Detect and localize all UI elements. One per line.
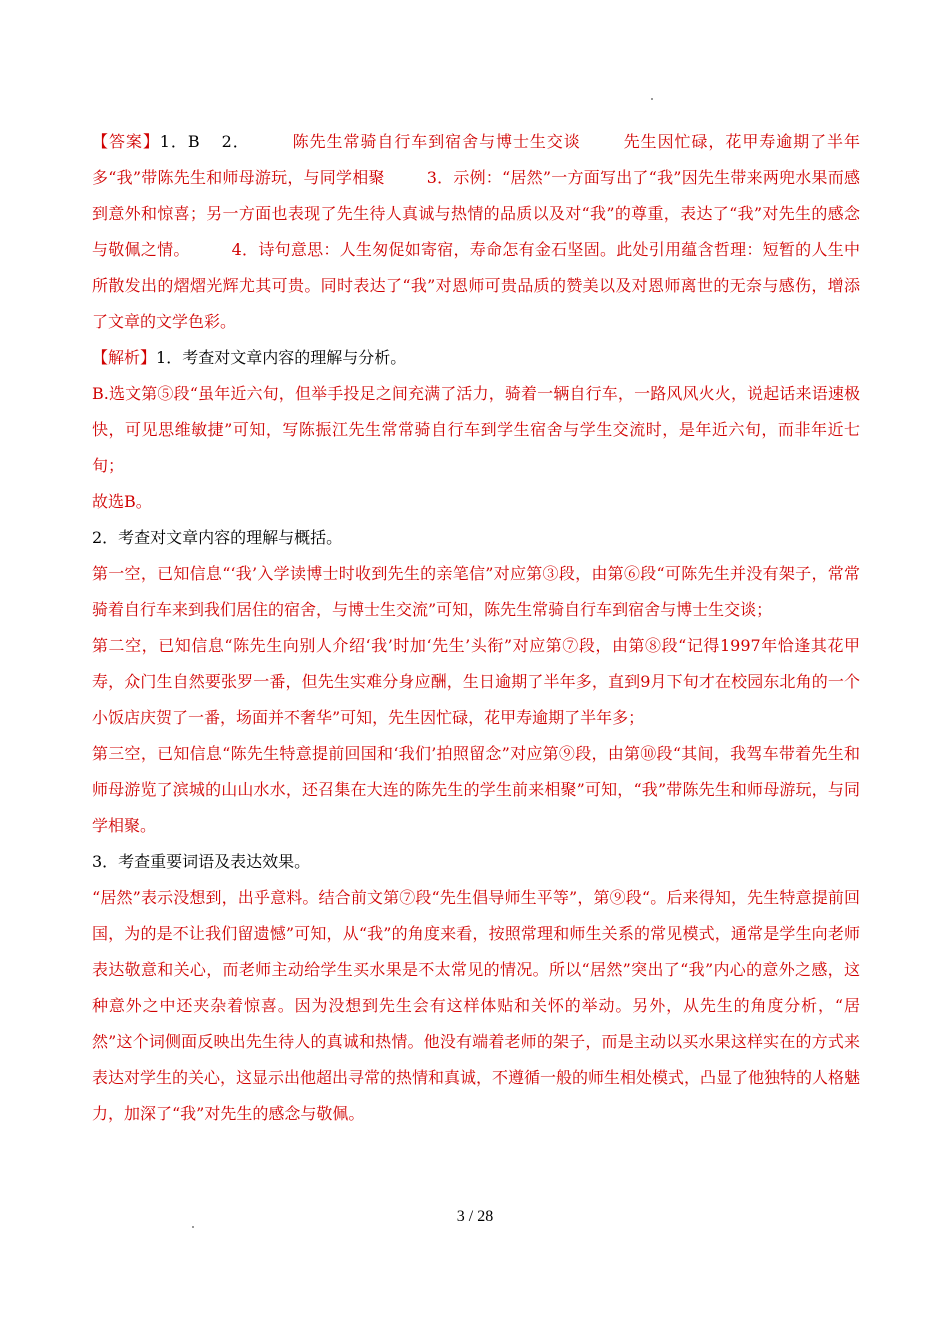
analysis-q1-head: 1．考查对文章内容的理解与分析。 [156, 348, 407, 367]
analysis-q2-head: 2．考查对文章内容的理解与概括。 [92, 528, 343, 547]
answer-q3: 3．示例：“居然”一方面写出了“我”因先生带来两兜水果而感到意外和惊喜；另一方面也表现了先生待人真诚与热情的品质以及对“我”的尊重，表达了“我”对先生的感念与敬佩之情。 [92, 168, 860, 259]
answer-q2-blank3: “我”带陈先生和师母游玩，与同学相聚 [108, 168, 385, 187]
analysis-q2-third-blank: 第三空，已知信息“陈先生特意提前回国和‘我们’拍照留念”对应第⑨段，由第⑩段“其间，我驾车带着先生和师母游览了滨城的山山水水，还召集在大连的陈先生的学生前来相聚”可知，“我”带陈先生和师母游玩，与同学相聚。 [92, 744, 860, 835]
scan-speck [651, 98, 653, 100]
answer-q2-blank1: 陈先生常骑自行车到宿舍与博士生交谈 [291, 132, 581, 151]
analysis-q2-first-blank: 第一空，已知信息“‘我’入学读博士时收到先生的亲笔信”对应第③段，由第⑥段“可陈先生并没有架子，常常骑着自行车来到我们居住的宿舍，与博士生交流”可知，陈先生常骑自行车到宿舍与博士生交谈； [92, 564, 860, 619]
analysis-q1-conclusion: 故选B。 [92, 492, 152, 511]
scan-speck [192, 1226, 194, 1228]
analysis-q3-head: 3．考查重要词语及表达效果。 [92, 852, 311, 871]
page-number: 3 / 28 [456, 1208, 494, 1225]
analysis-q1-heading [92, 340, 860, 376]
answer-q1: 1．B [159, 132, 200, 151]
analysis-q2-second-blank: 第二空，已知信息“陈先生向别人介绍‘我’时加‘先生’头衔”对应第⑦段，由第⑧段“记得1997年恰逢其花甲寿，众门生自然要张罗一番，但先生实难分身应酬，生日逾期了半年多，直到9月下旬才在校园东北角的一个小饭店庆贺了一番，场面并不奢华”可知，先生因忙碌，花甲寿逾期了半年多； [92, 636, 860, 727]
answer-q4: 4．诗句意思：人生匆促如寄宿，寿命怎有金石坚固。此处引用蕴含哲理：短暂的人生中所散发出的熠熠光辉尤其可贵。同时表达了“我”对恩师可贵品质的赞美以及对恩师离世的无奈与感伤，增添了文章的文学色彩。 [92, 240, 860, 331]
answer-q2-blank2: 先生因忙碌，花甲寿逾期了半年多 [92, 132, 860, 187]
analysis-q1-body: B.选文第⑤段“虽年近六旬，但举手投足之间充满了活力，骑着一辆自行车，一路风风火火，说起话来语速极快，可见思维敏捷”可知，写陈振江先生常常骑自行车到学生宿舍与学生交流时，是年近六旬，而非年近七旬； [92, 384, 860, 475]
answer-q2-number: 2． [221, 132, 250, 151]
answer-paragraph [92, 124, 860, 340]
analysis-q3-body: “居然”表示没想到，出乎意料。结合前文第⑦段“先生倡导师生平等”，第⑨段“。后来得知，先生特意提前回国，为的是不让我们留遗憾”可知，从“我”的角度来看，按照常理和师生关系的常见模式，通常是学生向老师表达敬意和关心，而老师主动给学生买水果是不太常见的情况。所以“居然”突出了“我”内心的意外之感，这种意外之中还夹杂着惊喜。因为没想到先生会有这样体贴和关怀的举动。另外，从先生的角度分析，“居然”这个词侧面反映出先生待人的真诚和热情。他没有端着老师的架子，而是主动以买水果这样实在的方式来表达对学生的关心，这显示出他超出寻常的热情和真诚，不遵循一般的师生相处模式，凸显了他独特的人格魅力，加深了“我”对先生的感念与敬佩。 [92, 888, 861, 1123]
answer-label: 【答案】 [92, 132, 160, 151]
analysis-label: 【解析】 [92, 348, 157, 367]
page-content [92, 124, 860, 1132]
